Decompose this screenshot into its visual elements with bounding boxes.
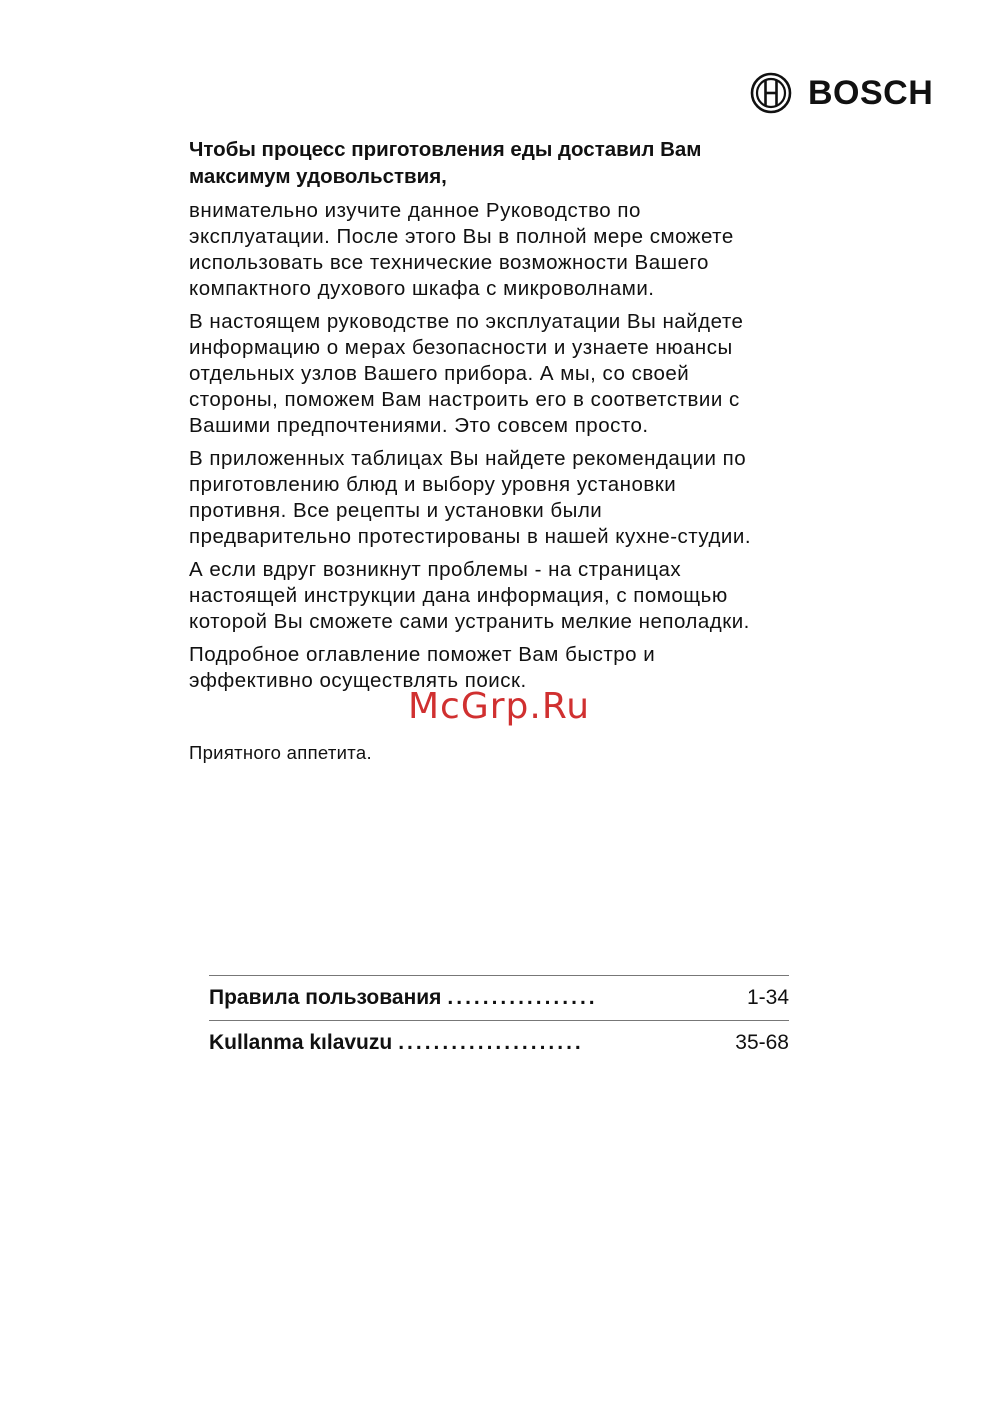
- toc-entry[interactable]: [209, 976, 789, 1020]
- toc-leader-dots: .................: [447, 986, 598, 1009]
- brand-name: BOSCH: [808, 74, 934, 112]
- text-line: А если вдруг возникнут проблемы - на страницах: [189, 558, 682, 581]
- text-line: стороны, поможем Вам настроить его в соответствии с: [189, 388, 740, 411]
- intro-paragraph: [189, 198, 809, 302]
- text-line: внимательно изучите данное Руководство по: [189, 199, 641, 222]
- intro-paragraph: [189, 557, 809, 635]
- text-line: эффективно осуществлять поиск.: [189, 669, 527, 692]
- text-line: отдельных узлов Вашего прибора. А мы, со своей: [189, 362, 690, 385]
- text-line: компактного духового шкафа с микроволнами.: [189, 277, 655, 300]
- toc-entry[interactable]: [209, 1021, 789, 1065]
- text-line: приготовлению блюд и выбору уровня установки: [189, 473, 677, 496]
- toc-entry-pages: 1-34: [746, 986, 789, 1009]
- toc-entry-label: Kullanma kılavuzu: [209, 1031, 393, 1054]
- brand-logo: [750, 70, 950, 116]
- intro-heading-line: максимум удовольствия,: [189, 165, 447, 188]
- text-line: использовать все технические возможности Вашего: [189, 251, 709, 274]
- text-line: предварительно протестированы в нашей кухне-студии.: [189, 525, 752, 548]
- text-line: Вашими предпочтениями. Это совсем просто.: [189, 414, 649, 437]
- text-line: информацию о мерах безопасности и узнаете нюансы: [189, 336, 733, 359]
- text-line: настоящей инструкции дана информация, с помощью: [189, 584, 728, 607]
- intro-paragraph: [189, 309, 809, 439]
- text-line: В настоящем руководстве по эксплуатации Вы найдете: [189, 310, 744, 333]
- toc-leader-dots: .....................: [398, 1031, 584, 1054]
- toc-entry-pages: 35-68: [735, 1031, 789, 1054]
- table-of-contents: [209, 975, 789, 1065]
- intro-heading: [189, 136, 809, 190]
- closing-text: Приятного аппетита.: [189, 742, 372, 763]
- bosch-armature-icon: [750, 72, 792, 114]
- text-line: Подробное оглавление поможет Вам быстро и: [189, 643, 656, 666]
- intro-heading-line: Чтобы процесс приготовления еды доставил Вам: [189, 138, 702, 161]
- toc-entry-label: Правила пользования: [209, 986, 442, 1009]
- intro-paragraph: [189, 446, 809, 550]
- watermark-text: McGrp.Ru: [408, 686, 591, 727]
- text-line: эксплуатации. После этого Вы в полной мере сможете: [189, 225, 734, 248]
- text-line: В приложенных таблицах Вы найдете рекомендации по: [189, 447, 747, 470]
- text-line: которой Вы сможете сами устранить мелкие неполадки.: [189, 610, 750, 633]
- text-line: противня. Все рецепты и установки были: [189, 499, 603, 522]
